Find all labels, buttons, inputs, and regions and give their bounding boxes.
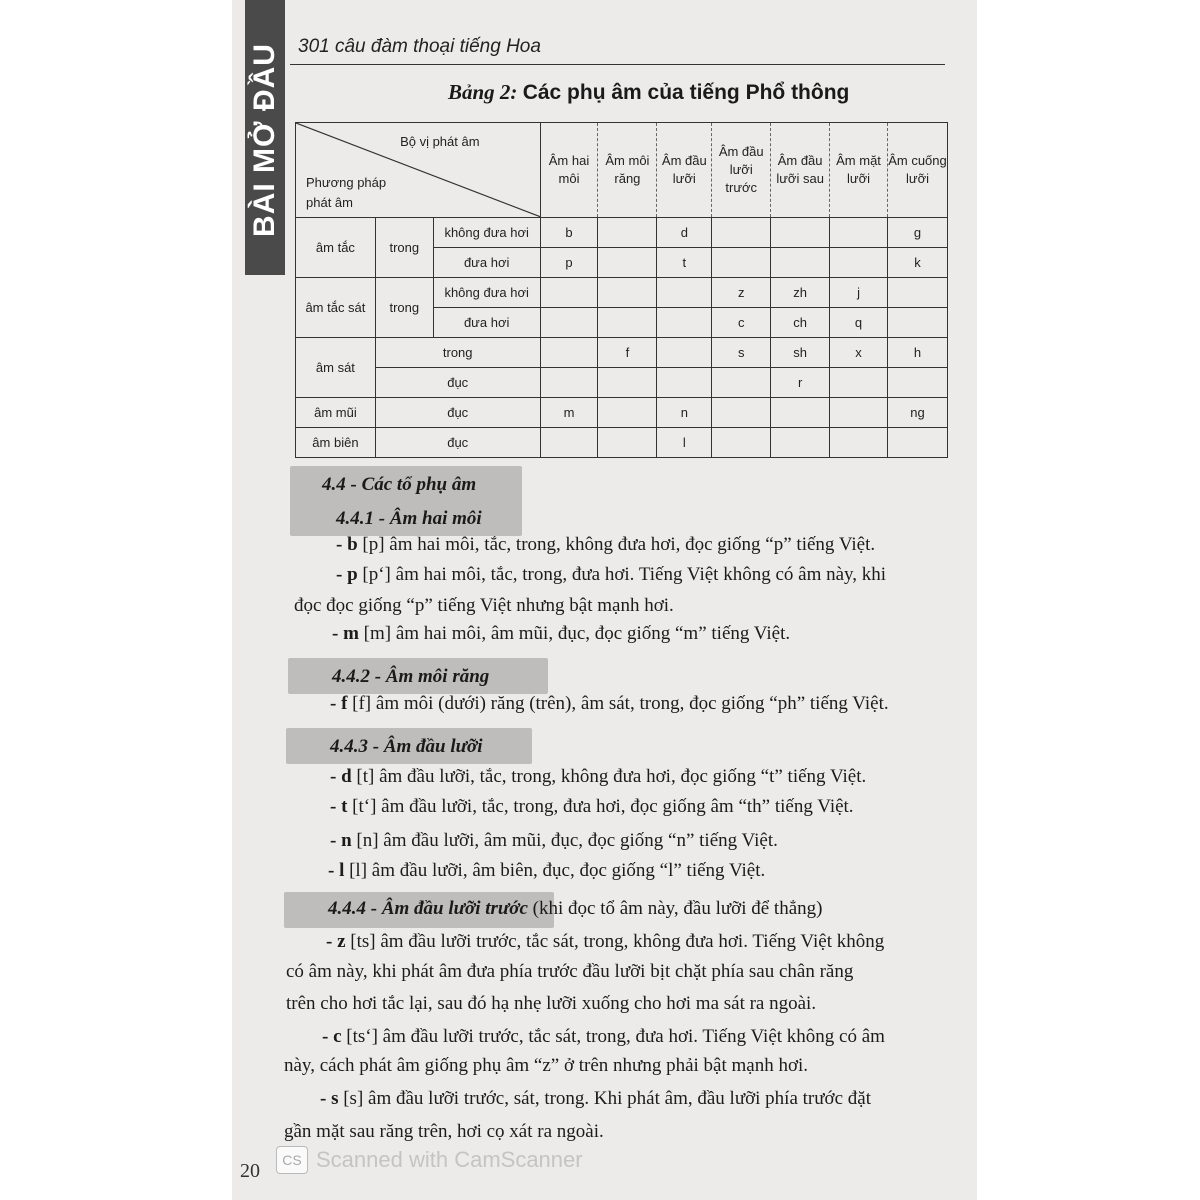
table-cell: h xyxy=(887,338,947,368)
para-t xyxy=(330,796,854,818)
table-cell xyxy=(598,428,657,458)
camscanner-logo-icon: CS xyxy=(276,1146,308,1174)
para-key: - s xyxy=(320,1088,339,1109)
table-cell xyxy=(830,218,888,248)
row-header-voiced: đục xyxy=(375,368,540,398)
page-number: 20 xyxy=(240,1160,260,1182)
running-header: 301 câu đàm thoại tiếng Hoa xyxy=(298,36,541,57)
para-z-cont-1: có âm này, khi phát âm đưa phía trước đầu lưỡi bịt chặt phía sau chân răng xyxy=(286,961,854,982)
table-cell: r xyxy=(771,368,830,398)
table-cell xyxy=(598,278,657,308)
section-heading-4-4-3: 4.4.3 - Âm đầu lưỡi xyxy=(330,736,483,757)
table-cell: n xyxy=(657,398,712,428)
table-cell: b xyxy=(540,218,598,248)
para-c xyxy=(322,1026,885,1048)
table-cell xyxy=(657,368,712,398)
row-header-unaspirated: không đưa hơi xyxy=(433,278,540,308)
table-cell: j xyxy=(830,278,888,308)
table-cell: p xyxy=(540,248,598,278)
col-header-retroflex: Âm đầu lưỡi sau xyxy=(771,123,830,218)
table-caption-text: Các phụ âm của tiếng Phổ thông xyxy=(522,81,850,104)
para-text: [ts] âm đầu lưỡi trước, tắc sát, trong, không đưa hơi. Tiếng Việt không xyxy=(345,931,885,952)
section-heading-4-4-4-title: 4.4.4 - Âm đầu lưỡi trước xyxy=(328,898,528,919)
table-caption xyxy=(448,80,849,105)
para-key: - t xyxy=(330,796,348,817)
para-s-cont: gần mặt sau răng trên, hơi cọ xát ra ngoài. xyxy=(284,1121,604,1142)
row-header-nasal: âm mũi xyxy=(296,398,376,428)
para-p xyxy=(336,564,886,586)
row-header-voicing: trong xyxy=(375,218,433,278)
para-text: [l] âm đầu lưỡi, âm biên, đục, đọc giống “l” tiếng Việt. xyxy=(344,860,766,881)
table-cell xyxy=(712,428,771,458)
para-p-cont: đọc đọc giống “p” tiếng Việt nhưng bật mạnh hơi. xyxy=(294,595,674,616)
table-cell xyxy=(657,308,712,338)
para-c-cont: này, cách phát âm giống phụ âm “z” ở trên nhưng phải bật mạnh hơi. xyxy=(284,1055,809,1076)
table-cell: t xyxy=(657,248,712,278)
row-header-aspirated: đưa hơi xyxy=(433,248,540,278)
col-header-labiodental: Âm môi răng xyxy=(598,123,657,218)
row-header-voicing: trong xyxy=(375,278,433,338)
para-s xyxy=(320,1088,871,1110)
table-cell xyxy=(598,248,657,278)
table-cell xyxy=(598,398,657,428)
table-cell xyxy=(712,398,771,428)
col-header-palatal: Âm mặt lưỡi xyxy=(830,123,888,218)
row-header-voiced: đục xyxy=(375,398,540,428)
row-header-voiceless: trong xyxy=(375,338,540,368)
table-cell xyxy=(540,338,598,368)
table-cell xyxy=(540,308,598,338)
table-cell: q xyxy=(830,308,888,338)
chapter-side-label: BÀI MỞ ĐẦU xyxy=(248,43,281,237)
col-header-bilabial: Âm hai môi xyxy=(540,123,598,218)
table-cell: c xyxy=(712,308,771,338)
table-cell xyxy=(887,428,947,458)
section-heading-4-4-4-note: (khi đọc tổ âm này, đầu lưỡi để thẳng) xyxy=(527,898,823,919)
table-cell xyxy=(830,398,888,428)
table-cell: k xyxy=(887,248,947,278)
table-cell xyxy=(887,278,947,308)
para-b xyxy=(336,534,875,556)
table-cell xyxy=(712,248,771,278)
para-key: - m xyxy=(332,623,359,644)
table-cell: f xyxy=(598,338,657,368)
para-d xyxy=(330,766,866,788)
table-cell xyxy=(598,368,657,398)
table-cell xyxy=(657,278,712,308)
table-cell xyxy=(771,398,830,428)
col-header-velar: Âm cuống lưỡi xyxy=(887,123,947,218)
para-key: - l xyxy=(328,860,345,881)
table-cell xyxy=(771,248,830,278)
row-header-affricate: âm tắc sát xyxy=(296,278,376,338)
table-cell xyxy=(540,428,598,458)
para-text: [n] âm đầu lưỡi, âm mũi, đục, đọc giống “n” tiếng Việt. xyxy=(351,830,778,851)
table-cell: m xyxy=(540,398,598,428)
para-key: - b xyxy=(336,534,358,555)
para-l xyxy=(328,860,765,882)
table-caption-lead: Bảng 2: xyxy=(448,80,518,104)
para-text: [p‘] âm hai môi, tắc, trong, đưa hơi. Tiếng Việt không có âm này, khi xyxy=(357,564,887,585)
para-key: - n xyxy=(330,830,352,851)
table-cell: s xyxy=(712,338,771,368)
para-text: [t] âm đầu lưỡi, tắc, trong, không đưa hơi, đọc giống “t” tiếng Việt. xyxy=(351,766,867,787)
table-cell xyxy=(598,218,657,248)
para-n xyxy=(330,830,778,852)
row-header-voiced: đục xyxy=(375,428,540,458)
para-key: - f xyxy=(330,693,348,714)
table-cell xyxy=(830,368,888,398)
table-cell: zh xyxy=(771,278,830,308)
para-m xyxy=(332,623,790,645)
table-corner-cell xyxy=(296,123,541,218)
corner-place-label: Bộ vị phát âm xyxy=(400,134,480,149)
row-header-lateral: âm biên xyxy=(296,428,376,458)
para-z xyxy=(326,931,884,953)
table-cell: ng xyxy=(887,398,947,428)
section-heading-4-4-1: 4.4.1 - Âm hai môi xyxy=(336,508,482,529)
table-cell: d xyxy=(657,218,712,248)
para-text: [t‘] âm đầu lưỡi, tắc, trong, đưa hơi, đọc giống âm “th” tiếng Việt. xyxy=(347,796,854,817)
table-cell xyxy=(771,218,830,248)
para-key: - d xyxy=(330,766,352,787)
row-header-unaspirated: không đưa hơi xyxy=(433,218,540,248)
table-cell xyxy=(887,308,947,338)
para-key: - c xyxy=(322,1026,342,1047)
table-cell xyxy=(540,368,598,398)
header-rule xyxy=(290,64,945,65)
section-heading-4-4-4 xyxy=(328,898,822,920)
section-heading-4-4-2: 4.4.2 - Âm môi răng xyxy=(332,666,490,687)
col-header-dental-sibilant: Âm đầu lưỡi trước xyxy=(712,123,771,218)
row-header-fricative: âm sát xyxy=(296,338,376,398)
table-cell: l xyxy=(657,428,712,458)
table-cell xyxy=(712,218,771,248)
para-z-cont-2: trên cho hơi tắc lại, sau đó hạ nhẹ lưỡi xuống cho hơi ma sát ra ngoài. xyxy=(286,993,817,1014)
row-header-aspirated: đưa hơi xyxy=(433,308,540,338)
table-cell: sh xyxy=(771,338,830,368)
watermark-text: Scanned with CamScanner xyxy=(316,1147,583,1172)
para-text: [p] âm hai môi, tắc, trong, không đưa hơi, đọc giống “p” tiếng Việt. xyxy=(357,534,876,555)
table-cell xyxy=(771,428,830,458)
table-cell: g xyxy=(887,218,947,248)
table-cell xyxy=(830,428,888,458)
para-key: - p xyxy=(336,564,358,585)
section-heading-4-4: 4.4 - Các tổ phụ âm xyxy=(322,474,477,495)
table-cell xyxy=(887,368,947,398)
corner-manner-label: Phương pháp phát âm xyxy=(306,175,387,210)
table-cell: z xyxy=(712,278,771,308)
para-text: [f] âm môi (dưới) răng (trên), âm sát, trong, đọc giống “ph” tiếng Việt. xyxy=(347,693,889,714)
para-text: [s] âm đầu lưỡi trước, sát, trong. Khi phát âm, đầu lưỡi phía trước đặt xyxy=(338,1088,871,1109)
col-header-alveolar: Âm đầu lưỡi xyxy=(657,123,712,218)
para-key: - z xyxy=(326,931,346,952)
table-cell xyxy=(657,338,712,368)
table-cell xyxy=(712,368,771,398)
para-text: [m] âm hai môi, âm mũi, đục, đọc giống “m” tiếng Việt. xyxy=(358,623,791,644)
consonant-table xyxy=(295,122,948,458)
table-cell: x xyxy=(830,338,888,368)
para-text: [ts‘] âm đầu lưỡi trước, tắc sát, trong, đưa hơi. Tiếng Việt không có âm xyxy=(341,1026,885,1047)
table-cell: ch xyxy=(771,308,830,338)
para-f xyxy=(330,693,889,715)
scanner-watermark xyxy=(276,1146,583,1174)
table-cell xyxy=(540,278,598,308)
table-cell xyxy=(830,248,888,278)
table-cell xyxy=(598,308,657,338)
row-header-stop: âm tắc xyxy=(296,218,376,278)
